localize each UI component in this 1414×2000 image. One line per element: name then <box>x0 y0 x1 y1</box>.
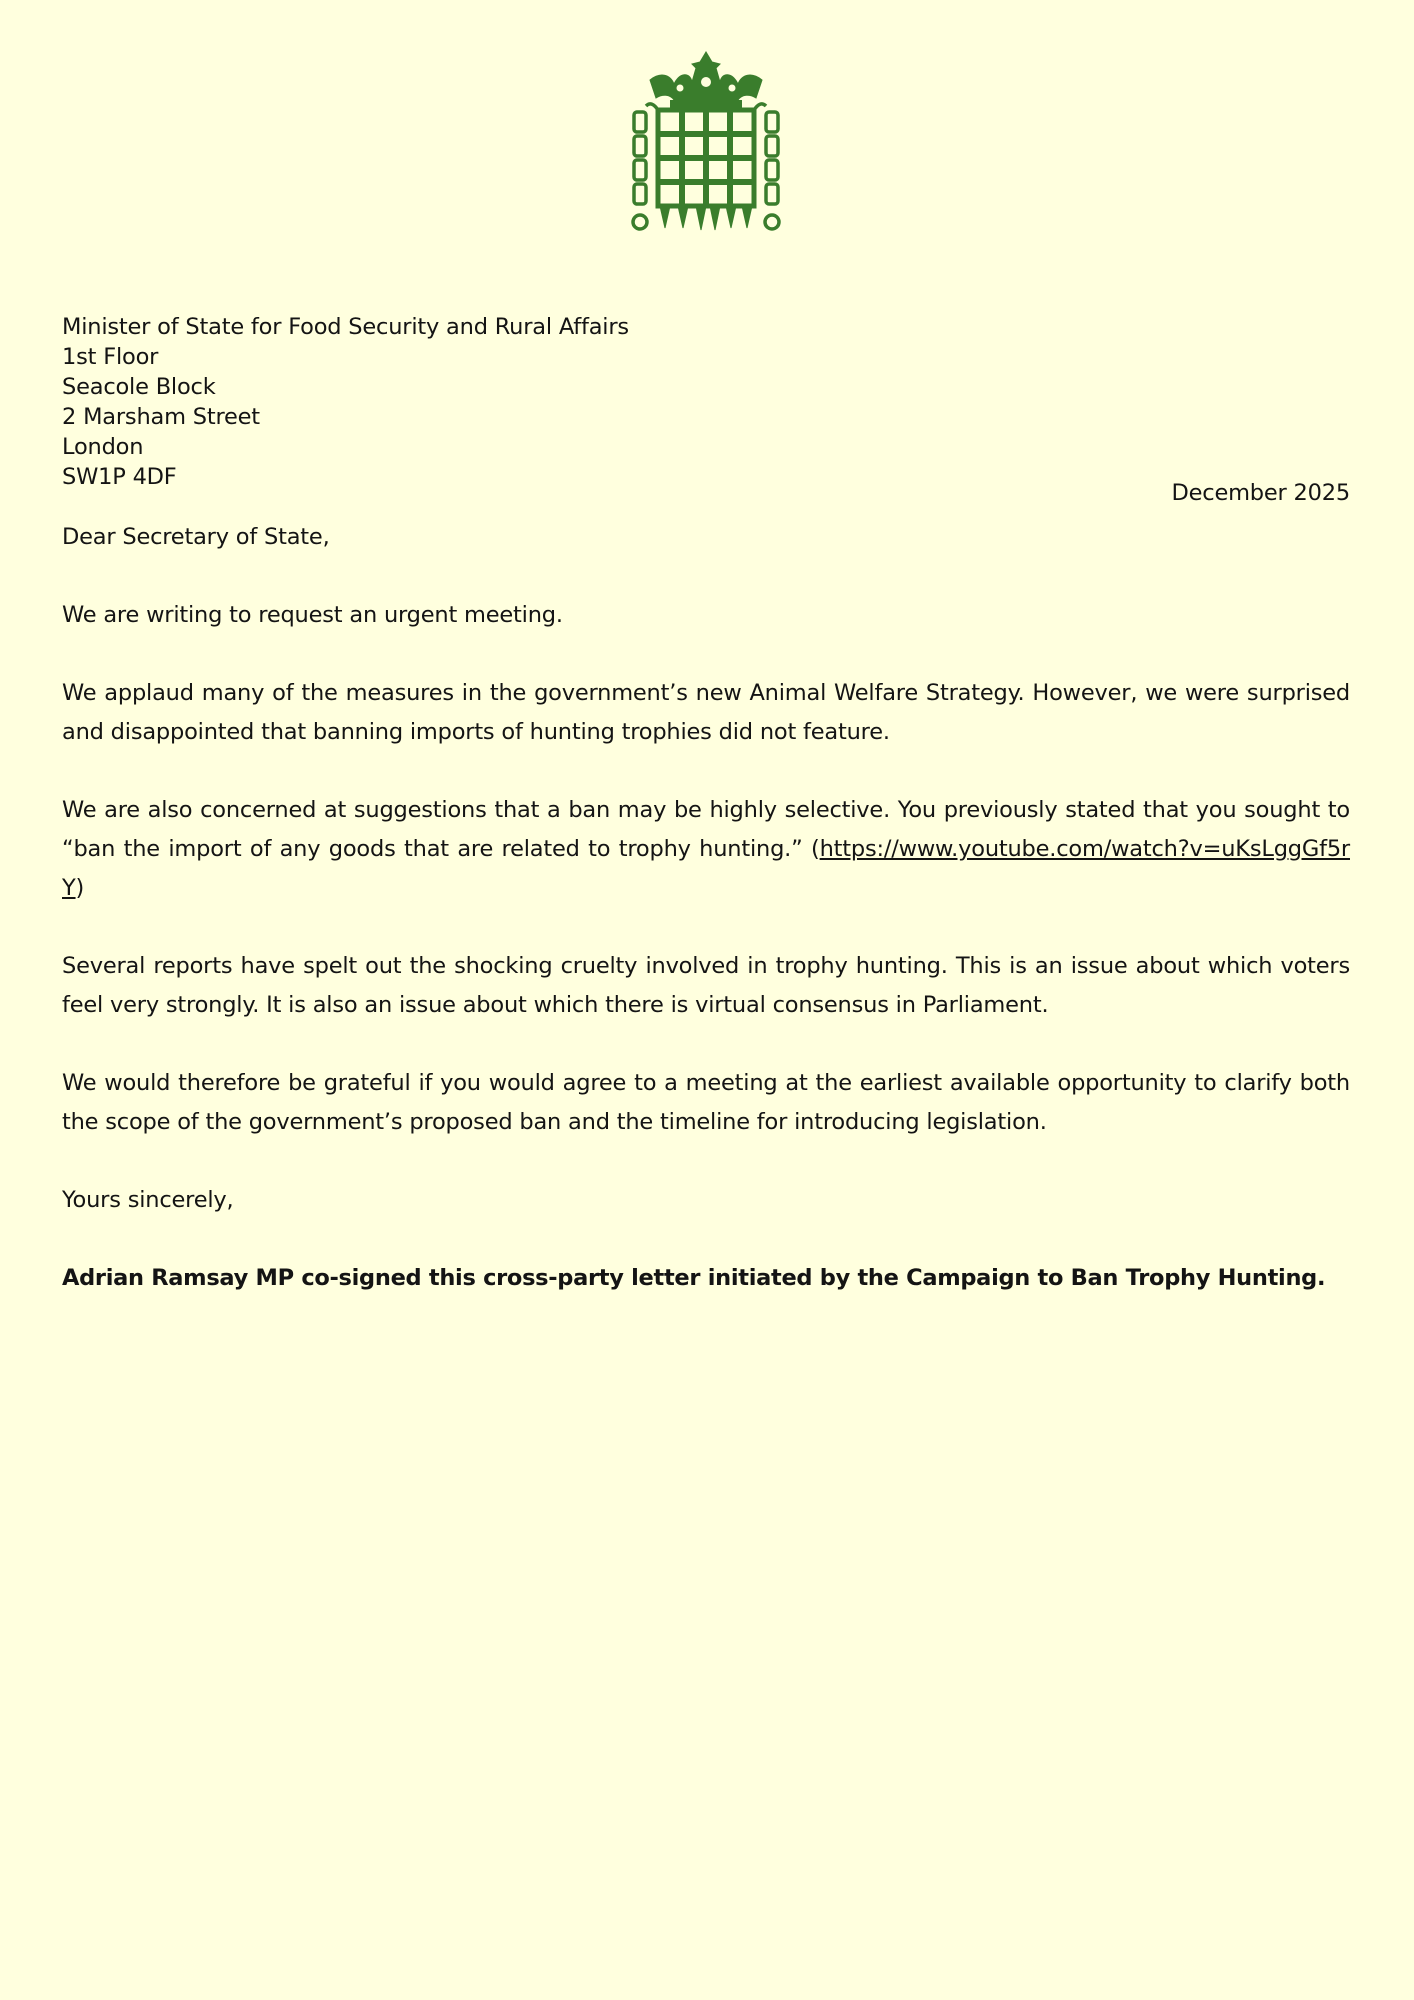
paragraph: Several reports have spelt out the shocking cruelty involved in trophy hunting. This is an issue about which voters feel very strongly. It is also an issue about which there is virtual consensus in Parliament. <box>62 953 1350 1018</box>
recipient-address <box>62 312 629 492</box>
letter-body <box>62 518 1350 1337</box>
recipient-line: SW1P 4DF <box>62 464 177 490</box>
paragraph: We are writing to request an urgent meeting. <box>62 602 563 628</box>
signature-note: Adrian Ramsay MP co-signed this cross-party letter initiated by the Campaign to Ban Trophy Hunting. <box>62 1265 1326 1291</box>
salutation: Dear Secretary of State, <box>62 524 330 550</box>
signoff: Yours sincerely, <box>62 1187 234 1213</box>
paragraph: We would therefore be grateful if you would agree to a meeting at the earliest available opportunity to clarify both the scope of the government’s proposed ban and the timeline for introducing legislation. <box>62 1070 1350 1135</box>
recipient-line: 1st Floor <box>62 344 159 370</box>
recipient-line: Minister of State for Food Security and Rural Affairs <box>62 314 629 340</box>
paragraph-text: ) <box>75 875 85 901</box>
paragraph: We applaud many of the measures in the government’s new Animal Welfare Strategy. However, we were surprised and disappointed that banning imports of hunting trophies did not feature. <box>62 680 1350 745</box>
paragraph <box>62 791 1350 908</box>
letter-date: December 2025 <box>1171 480 1350 506</box>
recipient-line: Seacole Block <box>62 374 216 400</box>
recipient-line: London <box>62 434 144 460</box>
youtube-link[interactable]: https://www.youtube.com/watch?v=uKsLggGf5rY <box>62 836 1350 901</box>
portcullis-crest-icon <box>630 50 782 238</box>
recipient-line: 2 Marsham Street <box>62 404 260 430</box>
paragraph-text: We are also concerned at suggestions that a ban may be highly selective. You previously stated that you sought to “ban the import of any goods that are related to trophy hunting.” ( <box>62 797 1350 862</box>
